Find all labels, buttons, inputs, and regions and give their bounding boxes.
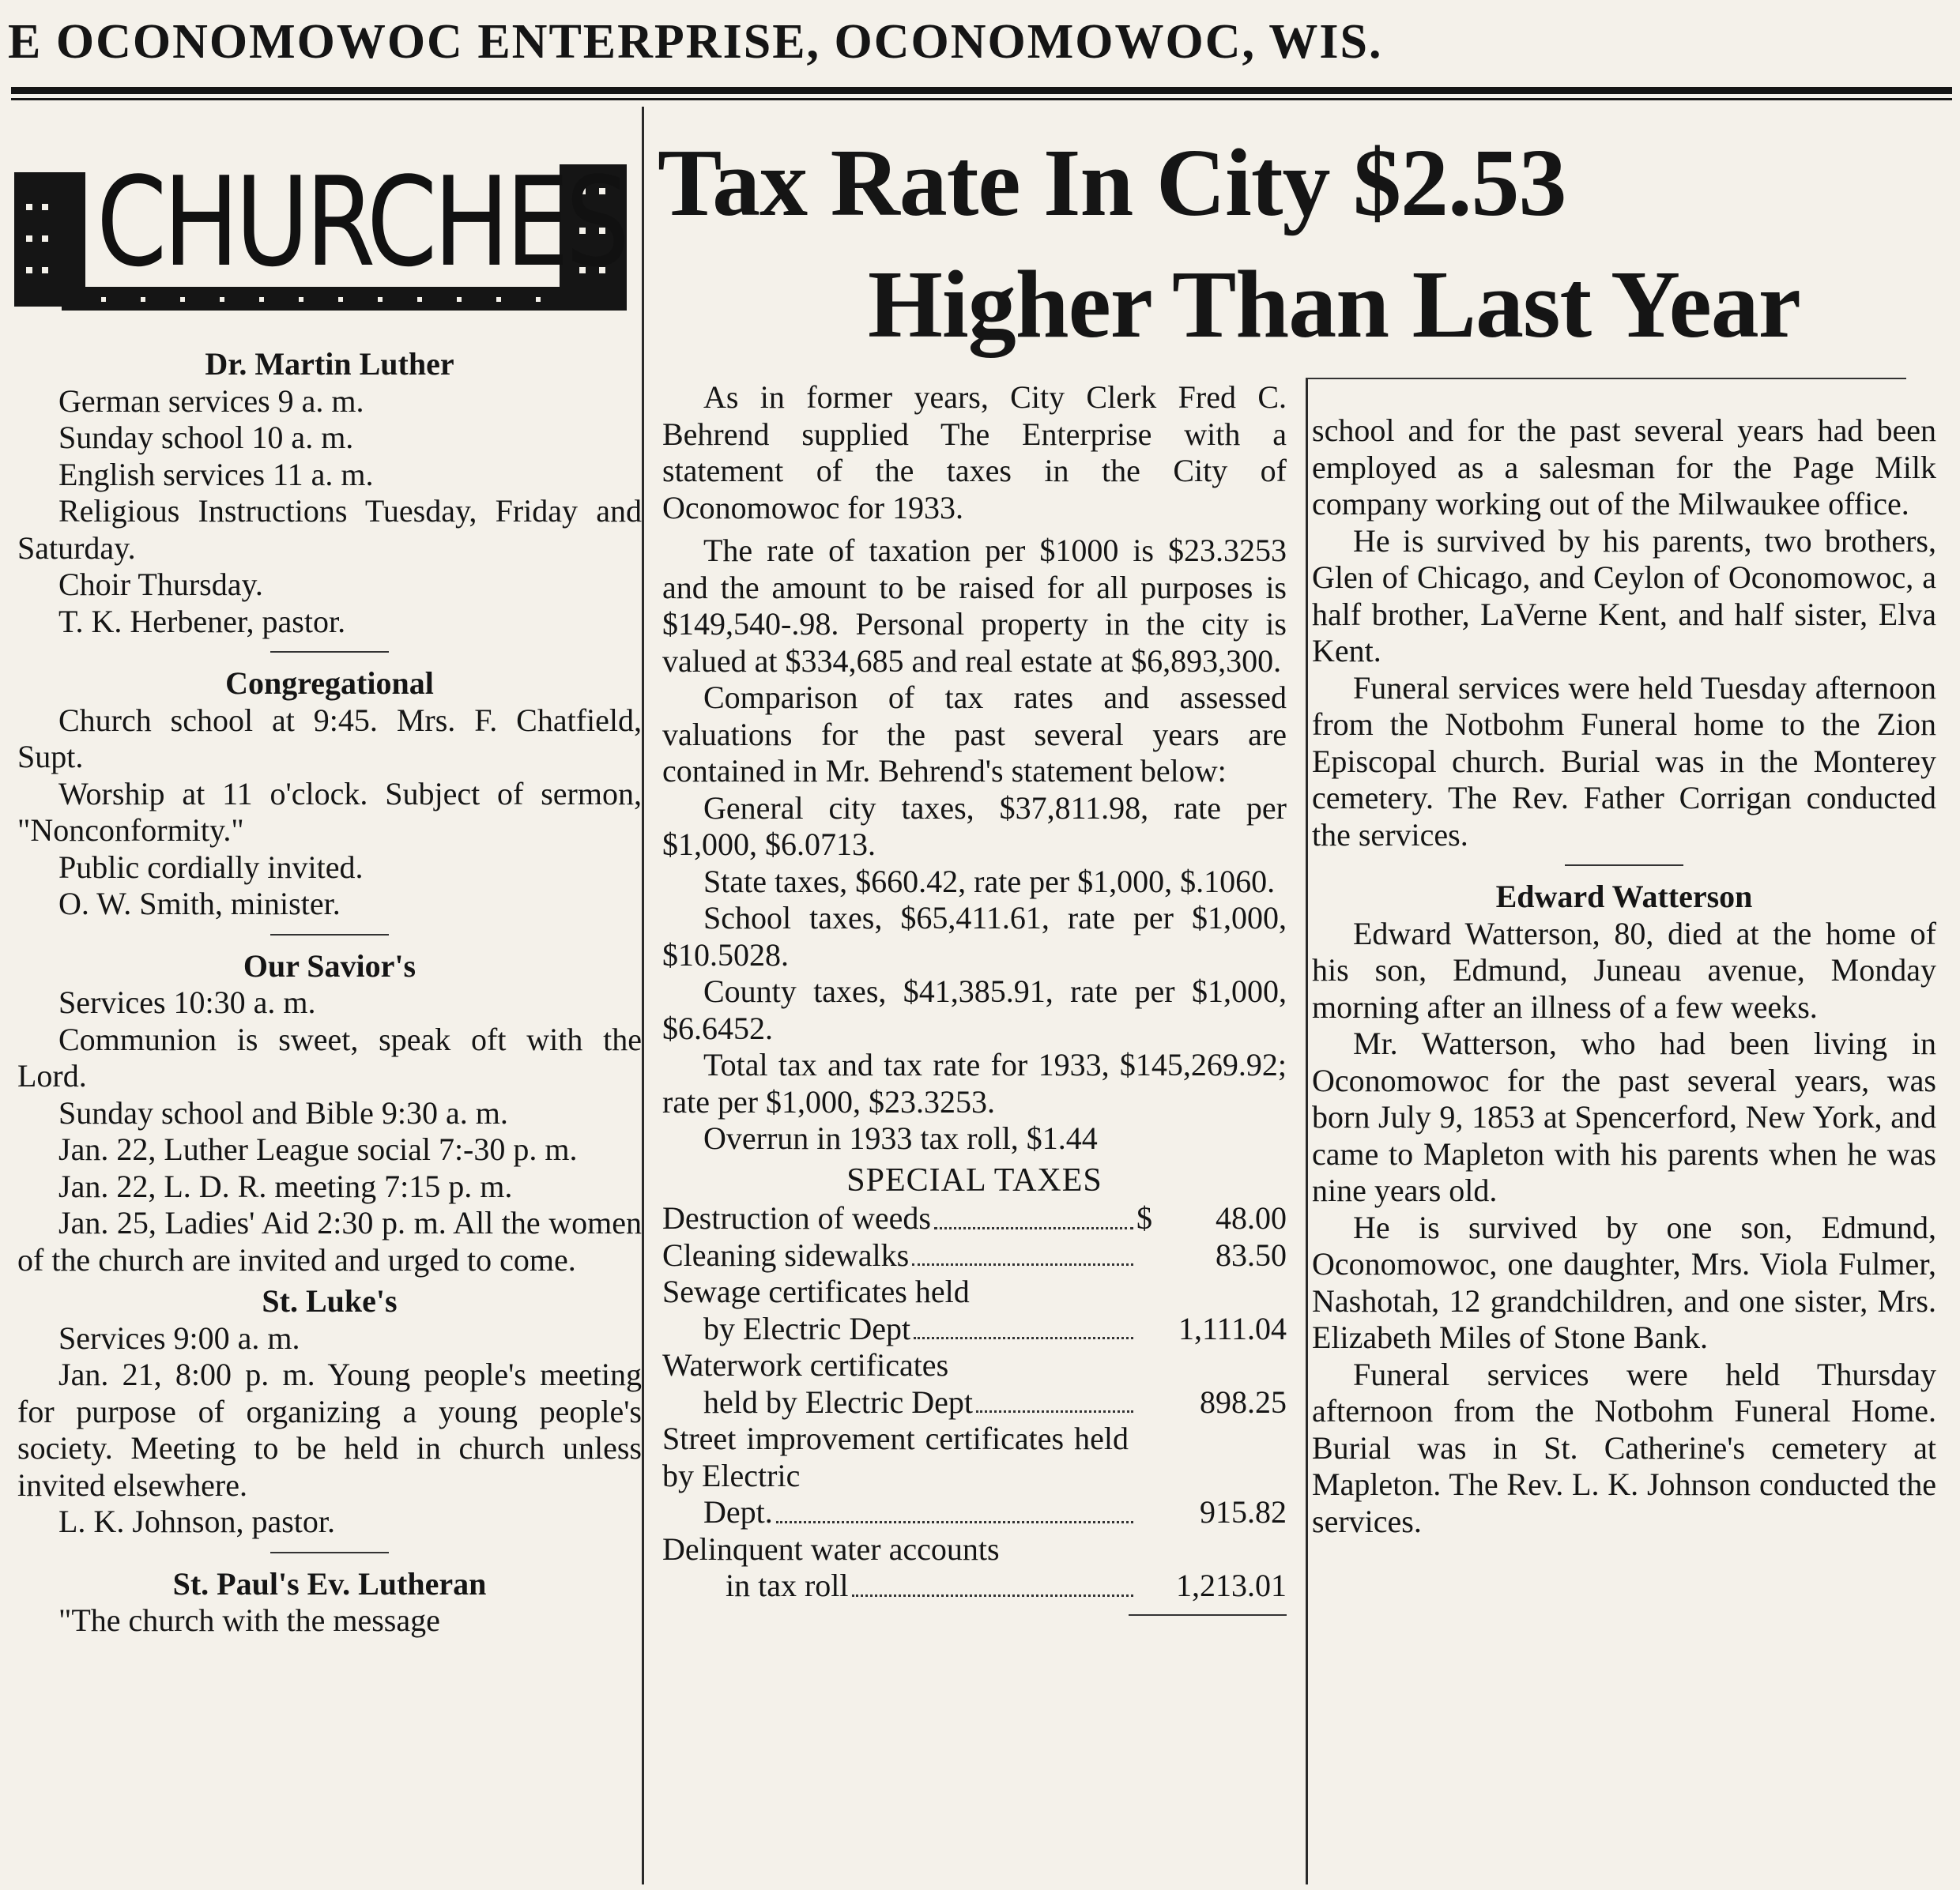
church-title-paul: St. Paul's Ev. Lutheran [172,1565,487,1602]
special-tax-row [662,1200,1287,1237]
tax-paragraph: Comparison of tax rates and assessed valuations for the past several years are contained in Mr. Behrend's statement below: [662,680,1287,789]
luther-line: T. K. Herbener, pastor. [58,603,346,639]
savior-line: Communion is sweet, speak oft with the Lord. [17,1021,642,1094]
obit-paragraph: school and for the past several years had been employed as a salesman for the Page Milk company working out of the Milwaukee office. [1312,412,1936,521]
leader-dots [776,1494,1133,1523]
masthead-rule-thin [11,98,1952,100]
obit-title-watterson: Edward Watterson [1495,879,1753,914]
leader-dots [976,1384,1133,1414]
headline-line-1: Tax Rate In City $2.53 [658,130,1566,236]
banner-title: CHURCHES [96,150,626,294]
paul-line: "The church with the message [58,1602,440,1638]
leader-dots [914,1311,1133,1340]
section-divider [270,934,389,936]
leader-dots [934,1200,1133,1229]
luther-line: Religious Instructions Tuesday, Friday and Saturday. [17,493,642,566]
churches-banner [14,150,627,314]
savior-line: Jan. 22, Luther League social 7:-30 p. m. [58,1131,578,1167]
luke-line: Services 9:00 a. m. [58,1320,300,1356]
special-tax-label: Destruction of weeds [662,1200,931,1236]
tax-paragraph: County taxes, $41,385.91, rate per $1,000, $6.6452. [662,973,1287,1046]
section-divider [1565,864,1683,866]
obit-paragraph: He is survived by one son, Edmund, Oconomowoc, one daughter, Mrs. Viola Fulmer, Nashotah, 12 grandchildren, and one sister, Mrs. Elizabeth Miles of Stone Bank. [1312,1209,1936,1355]
headline-underline [1306,378,1906,379]
special-tax-continuation: in tax roll [726,1568,849,1603]
tax-paragraph: School taxes, $65,411.61, rate per $1,000, $10.5028. [662,900,1287,973]
special-tax-label: Delinquent water accounts [662,1530,1000,1567]
special-taxes-list [662,1200,1287,1616]
tax-paragraph: Total tax and tax rate for 1933, $145,269.92; rate per $1,000, $23.3253. [662,1047,1287,1120]
congregational-line: Worship at 11 o'clock. Subject of sermon, "Nonconformity." [17,775,642,848]
tax-paragraph: The rate of taxation per $1000 is $23.3253 and the amount to be raised for all purposes is $149,540-.98. Personal property in the city is valued at $334,685 and real estate at $6,893,300. [662,533,1287,679]
obit-paragraph: Funeral services were held Thursday afternoon from the Notbohm Funeral Home. Burial was in St. Catherine's cemetery at Mapleton. The Rev. L. K. Johnson conducted the services. [1312,1356,1936,1539]
tax-paragraph: As in former years, City Clerk Fred C. Behrend supplied The Enterprise with a statement of the taxes in the City of Oconomowoc for 1933. [662,379,1287,525]
special-tax-amount: 48.00 [1216,1200,1287,1236]
church-title-congregational: Congregational [225,665,434,701]
headline-line-2: Higher Than Last Year [868,251,1800,358]
column-rule-right [1306,379,1308,1884]
tax-article-column [662,379,1287,1616]
luther-line: German services 9 a. m. [58,382,364,419]
luther-line: Sunday school 10 a. m. [58,420,354,455]
savior-line: Services 10:30 a. m. [58,985,316,1020]
special-tax-amount: 915.82 [1200,1494,1287,1530]
special-tax-label: Waterwork certificates [662,1347,949,1383]
masthead: E OCONOMOWOC ENTERPRISE, OCONOMOWOC, WIS. [8,15,1383,69]
dollar-sign: $ [1136,1200,1152,1236]
church-title-savior: Our Savior's [243,947,416,984]
special-tax-row [662,1311,1287,1348]
special-tax-row [662,1384,1287,1421]
obituaries-column [1312,412,1936,1540]
savior-line: Jan. 22, L. D. R. meeting 7:15 p. m. [58,1168,513,1204]
congregational-line: Public cordially invited. [58,849,364,885]
table-end-rule [1129,1614,1287,1616]
masthead-rule [11,87,1952,94]
leader-dots [912,1237,1133,1267]
obit-paragraph: He is survived by his parents, two brothers, Glen of Chicago, and Ceylon of Oconomowoc, a half brother, LaVerne Kent, and half sister, Elva Kent. [1312,522,1936,668]
obit-paragraph: Edward Watterson, 80, died at the home of his son, Edmund, Juneau avenue, Monday morning after an illness of a few weeks. [1312,915,1936,1025]
savior-line: Jan. 25, Ladies' Aid 2:30 p. m. All the women of the church are invited and urged to come. [17,1205,642,1278]
column-rule-left [642,107,644,1884]
special-tax-amount: 898.25 [1200,1384,1287,1420]
special-tax-row [662,1237,1287,1274]
special-tax-label: Sewage certificates held [662,1274,970,1309]
luther-line: Choir Thursday. [58,567,263,602]
section-divider [270,1552,389,1553]
luke-line: Jan. 21, 8:00 p. m. Young people's meeting for purpose of organizing a young people's society. Meeting to be held in church unless invited elsewhere. [17,1357,642,1503]
special-tax-amount: 83.50 [1216,1237,1287,1273]
congregational-line: O. W. Smith, minister. [58,886,341,921]
luther-line: English services 11 a. m. [58,456,374,492]
church-title-luther: Dr. Martin Luther [205,346,454,382]
special-tax-label: Street improvement certificates held by Electric [662,1421,1129,1493]
obit-paragraph: Funeral services were held Tuesday afternoon from the Notbohm Funeral home to the Zion Episcopal church. Burial was in the Monterey cemetery. The Rev. Father Corrigan conducted the services. [1312,669,1936,853]
tax-paragraph: General city taxes, $37,811.98, rate per $1,000, $6.0713. [662,789,1287,862]
leader-dots [852,1568,1133,1597]
luke-line: L. K. Johnson, pastor. [58,1504,335,1539]
special-tax-continuation: Dept. [703,1494,773,1530]
special-tax-amount: 1,213.01 [1176,1568,1287,1603]
special-tax-amount: 1,111.04 [1178,1310,1287,1346]
tax-paragraph: Overrun in 1933 tax roll, $1.44 [703,1120,1098,1156]
obit-paragraph: Mr. Watterson, who had been living in Oconomowoc for the past several years, was born July 9, 1853 at Spencerford, New York, and came to Mapleton with his parents when he was nine years old. [1312,1026,1936,1208]
congregational-line: Church school at 9:45. Mrs. F. Chatfield, Supt. [17,702,642,774]
section-divider [270,651,389,653]
special-tax-continuation: by Electric Dept [703,1310,911,1346]
special-tax-row [662,1568,1287,1605]
special-tax-continuation: held by Electric Dept [703,1384,973,1420]
special-taxes-title: SPECIAL TAXES [846,1161,1102,1199]
special-tax-row [662,1494,1287,1531]
tax-paragraph: State taxes, $660.42, rate per $1,000, $.1060. [703,863,1276,899]
savior-line: Sunday school and Bible 9:30 a. m. [58,1094,508,1131]
special-tax-label: Cleaning sidewalks [662,1237,910,1273]
church-title-luke: St. Luke's [262,1283,398,1319]
churches-column [17,346,642,1640]
